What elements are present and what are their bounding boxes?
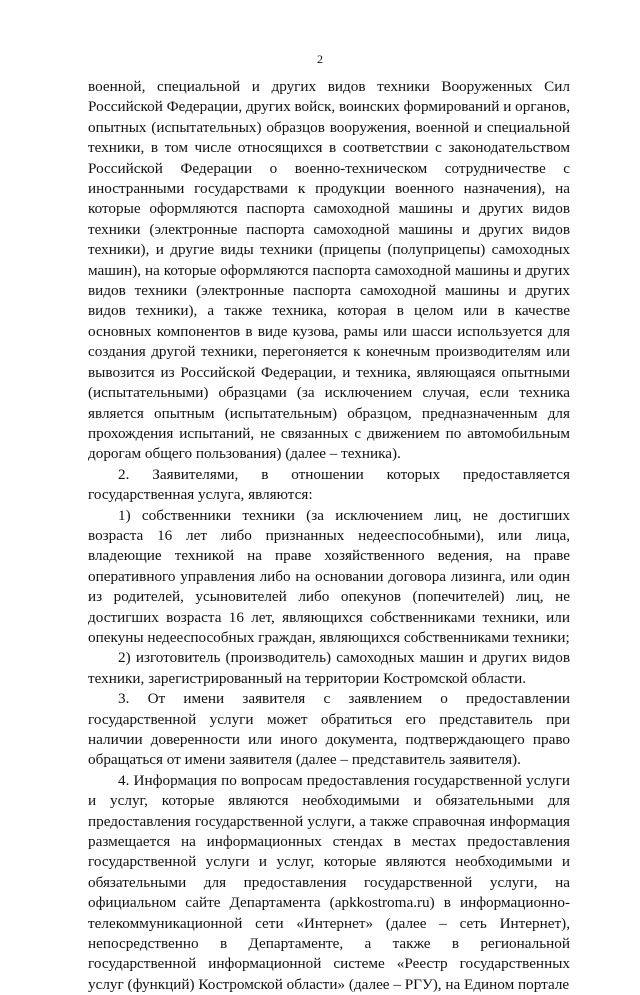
paragraph-2-item-2: 2) изготовитель (производитель) самоходных машин и других видов техники, зарегистрированный на территории Костромской области. bbox=[88, 649, 570, 687]
paragraph-3-representative: 3. От имени заявителя с заявлением о предоставлении государственной услуги может обратиться его представитель при наличии доверенности или иного документа, подтверждающего право обращаться от имени заявителя (далее – представитель заявителя). bbox=[88, 690, 570, 769]
document-body bbox=[88, 77, 570, 995]
paragraph-1-continuation: военной, специальной и других видов техники Вооруженных Сил Российской Федерации, других войск, воинских формирований и органов, опытных (испытательных) образцов вооружения, военной и специальной техники, в том числе относящихся в соответствии с законодательством Российской Федерации о военно-техническом сотрудничестве с иностранными государствами к продукции военного назначения), на которые оформляются паспорта самоходной машины и других видов техники (электронные паспорта самоходной машины и других видов техники), и другие виды техники (прицепы (полуприцепы) самоходных машин), на которые оформляются паспорта самоходной машины и других видов техники (электронные паспорта самоходной машины и других видов техники), а также техника, которая в целом или в качестве основных компонентов в виде кузова, рамы или шасси используется для создания другой техники, перегоняется к конечным производителям или вывозится из Российской Федерации, и техника, являющаяся опытными (испытательными) образцами (за исключением случая, если техника является опытным (испытательным) образцом, предназначенным для прохождения испытаний, не связанных с движением по автомобильным дорогам общего пользования) (далее – техника). bbox=[88, 78, 570, 463]
paragraph-4-information: 4. Информация по вопросам предоставления государственной услуги и услуг, которые являются необходимыми и обязательными для предоставления государственной услуги, а также справочная информация размещается на информационных стендах в местах предоставления государственной услуги и услуг, которые являются необходимыми и обязательными для предоставления государственной услуги, на официальном сайте Департамента (apkkostroma.ru) в информационно-телекоммуникационной сети «Интернет» (далее – сеть Интернет), непосредственно в Департаменте, а также в региональной государственной информационной системе «Реестр государственных услуг (функций) Костромской области» (далее – РГУ), на Едином портале bbox=[88, 771, 570, 993]
paragraph-2-item-1: 1) собственники техники (за исключением лиц, не достигших возраста 16 лет либо признанных недееспособными), или лица, владеющие техникой на праве хозяйственного ведения, на праве оперативного управления либо на основании договора лизинга, или один из родителей, усыновителей либо опекунов (попечителей) лиц, не достигших возраста 16 лет, являющихся собственниками техники, или опекуны недееспособных граждан, являющихся собственниками техники; bbox=[88, 506, 570, 646]
page-number: 2 bbox=[317, 52, 323, 66]
paragraph-2-applicants: 2. Заявителями, в отношении которых предоставляется государственная услуга, являются: bbox=[88, 465, 570, 504]
